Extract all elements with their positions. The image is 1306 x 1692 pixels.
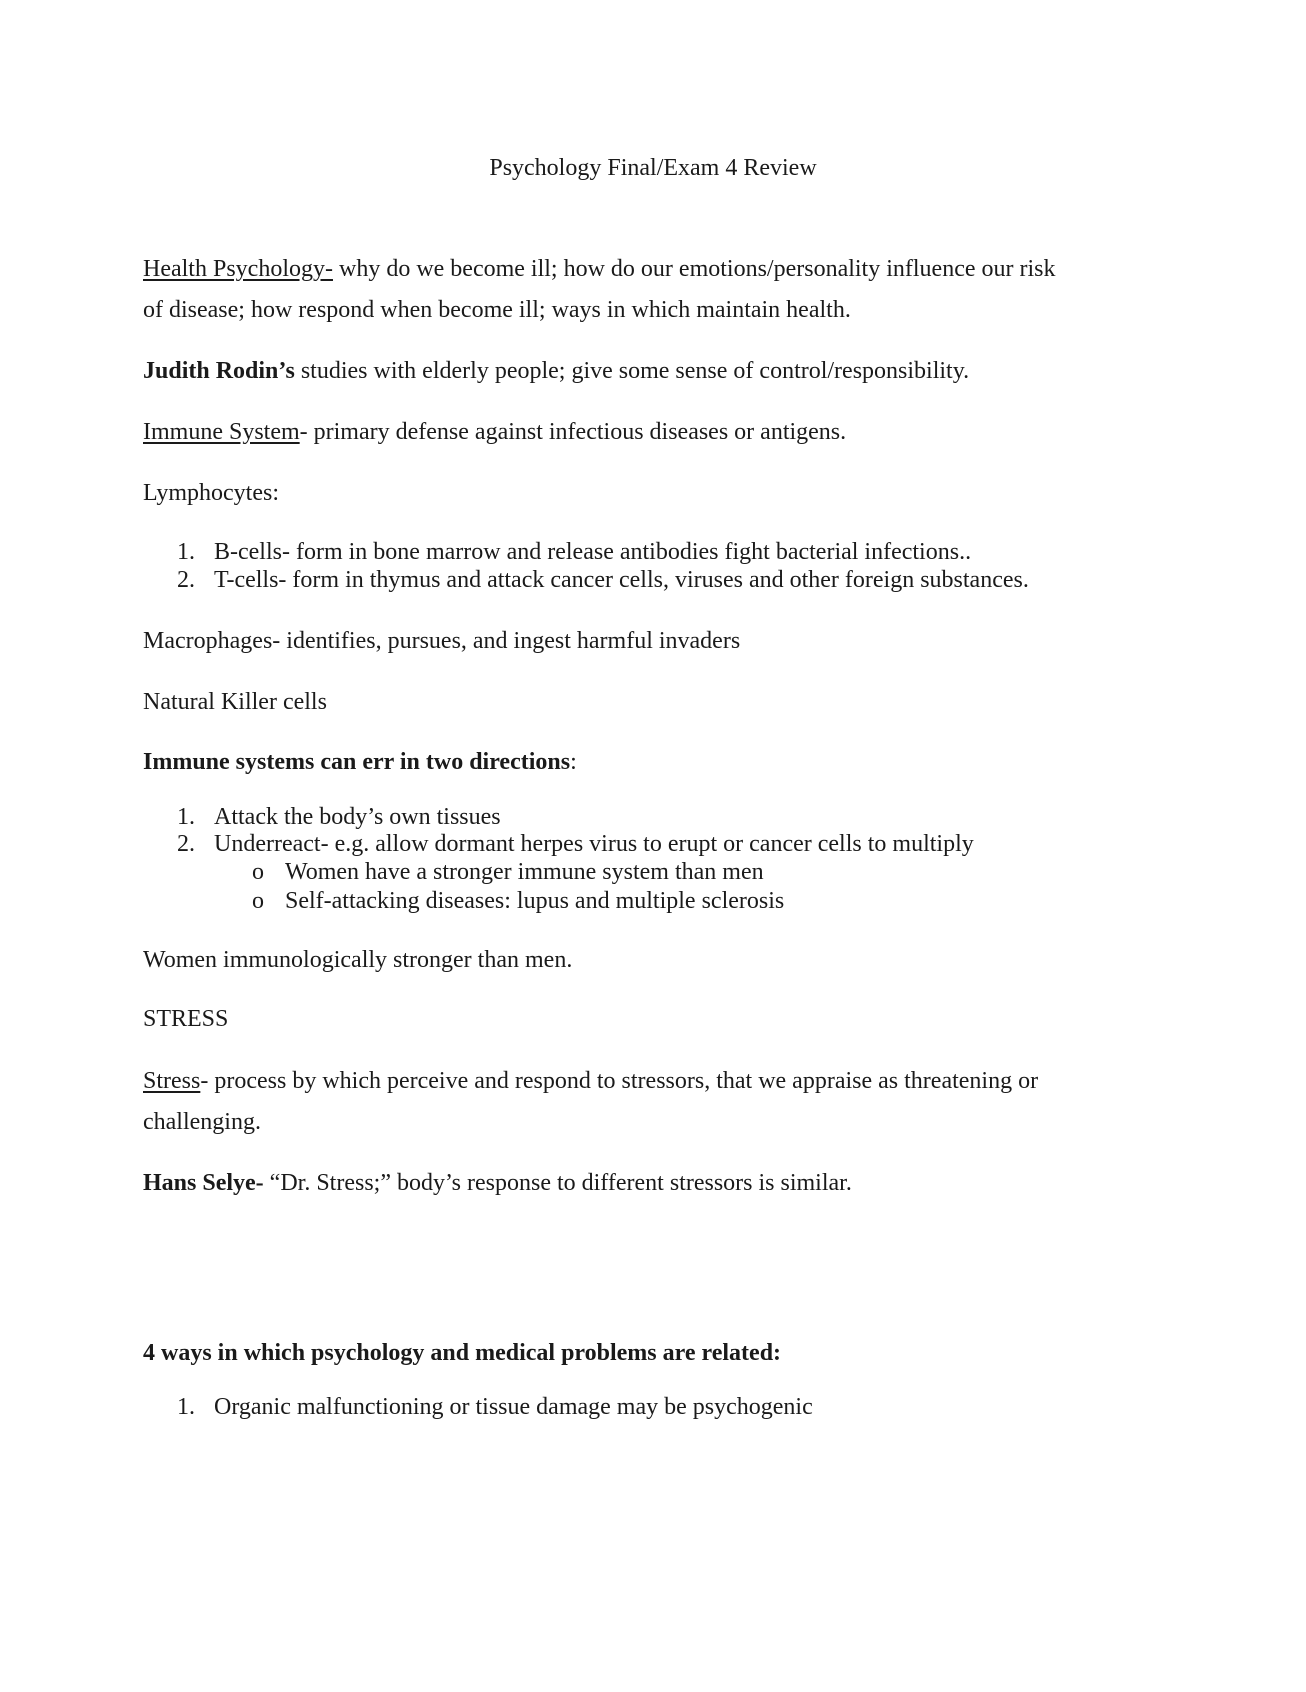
list-item-text: Underreact- e.g. allow dormant herpes virus to erupt or cancer cells to multiply xyxy=(214,831,974,857)
document-title: Psychology Final/Exam 4 Review xyxy=(489,155,817,181)
sub-list-item-text: Self-attacking diseases: lupus and multiple sclerosis xyxy=(285,888,785,914)
stress-definition: - process by which perceive and respond to stressors, that we appraise as threatening or xyxy=(200,1068,1039,1094)
list-item-text: Organic malfunctioning or tissue damage may be psychogenic xyxy=(214,1394,813,1420)
women-stronger-paragraph: Women immunologically stronger than men. xyxy=(143,947,573,973)
health-psychology-definition: why do we become ill; how do our emotions/personality influence our risk xyxy=(332,256,1056,282)
immune-system-definition: - primary defense against infectious diseases or antigens. xyxy=(299,419,847,445)
stress-term: Stress xyxy=(143,1068,201,1094)
immune-err-heading-text: Immune systems can err in two directions xyxy=(143,749,571,775)
immune-err-colon: : xyxy=(570,749,577,775)
immune-system-paragraph xyxy=(143,418,846,446)
selye-paragraph xyxy=(143,1169,852,1197)
list-number: 1. xyxy=(177,1394,195,1420)
rodin-name: Judith Rodin’s xyxy=(143,358,295,384)
macrophages-paragraph: Macrophages- identifies, pursues, and ingest harmful invaders xyxy=(143,628,741,654)
four-ways-heading: 4 ways in which psychology and medical problems are related: xyxy=(143,1340,782,1366)
rodin-paragraph xyxy=(143,357,969,385)
stress-definition-line-1 xyxy=(143,1067,1038,1095)
lymphocytes-heading: Lymphocytes: xyxy=(143,480,279,506)
list-number: 1. xyxy=(177,804,195,830)
stress-definition-line-2: challenging. xyxy=(143,1109,261,1135)
rodin-text: studies with elderly people; give some sense of control/responsibility. xyxy=(294,358,970,384)
natural-killer-paragraph: Natural Killer cells xyxy=(143,689,327,715)
health-psychology-term: Health Psychology- xyxy=(143,256,333,282)
sub-list-item-text: Women have a stronger immune system than men xyxy=(285,859,764,885)
health-psychology-line-1 xyxy=(143,255,1056,283)
list-number: 2. xyxy=(177,831,195,857)
list-number: 2. xyxy=(177,567,195,593)
bullet-marker: o xyxy=(252,888,264,914)
health-psychology-line-2: of disease; how respond when become ill; ways in which maintain health. xyxy=(143,297,851,323)
list-item-text: Attack the body’s own tissues xyxy=(214,804,501,830)
selye-text: “Dr. Stress;” body’s response to different stressors is similar. xyxy=(263,1170,852,1196)
list-number: 1. xyxy=(177,539,195,565)
immune-err-heading xyxy=(143,748,577,776)
bullet-marker: o xyxy=(252,859,264,885)
list-item-text: T-cells- form in thymus and attack cancer cells, viruses and other foreign substances. xyxy=(214,567,1029,593)
immune-system-term: Immune System xyxy=(143,419,300,445)
selye-name: Hans Selye- xyxy=(143,1170,264,1196)
stress-heading: STRESS xyxy=(143,1006,229,1032)
list-item-text: B-cells- form in bone marrow and release antibodies fight bacterial infections.. xyxy=(214,539,972,565)
